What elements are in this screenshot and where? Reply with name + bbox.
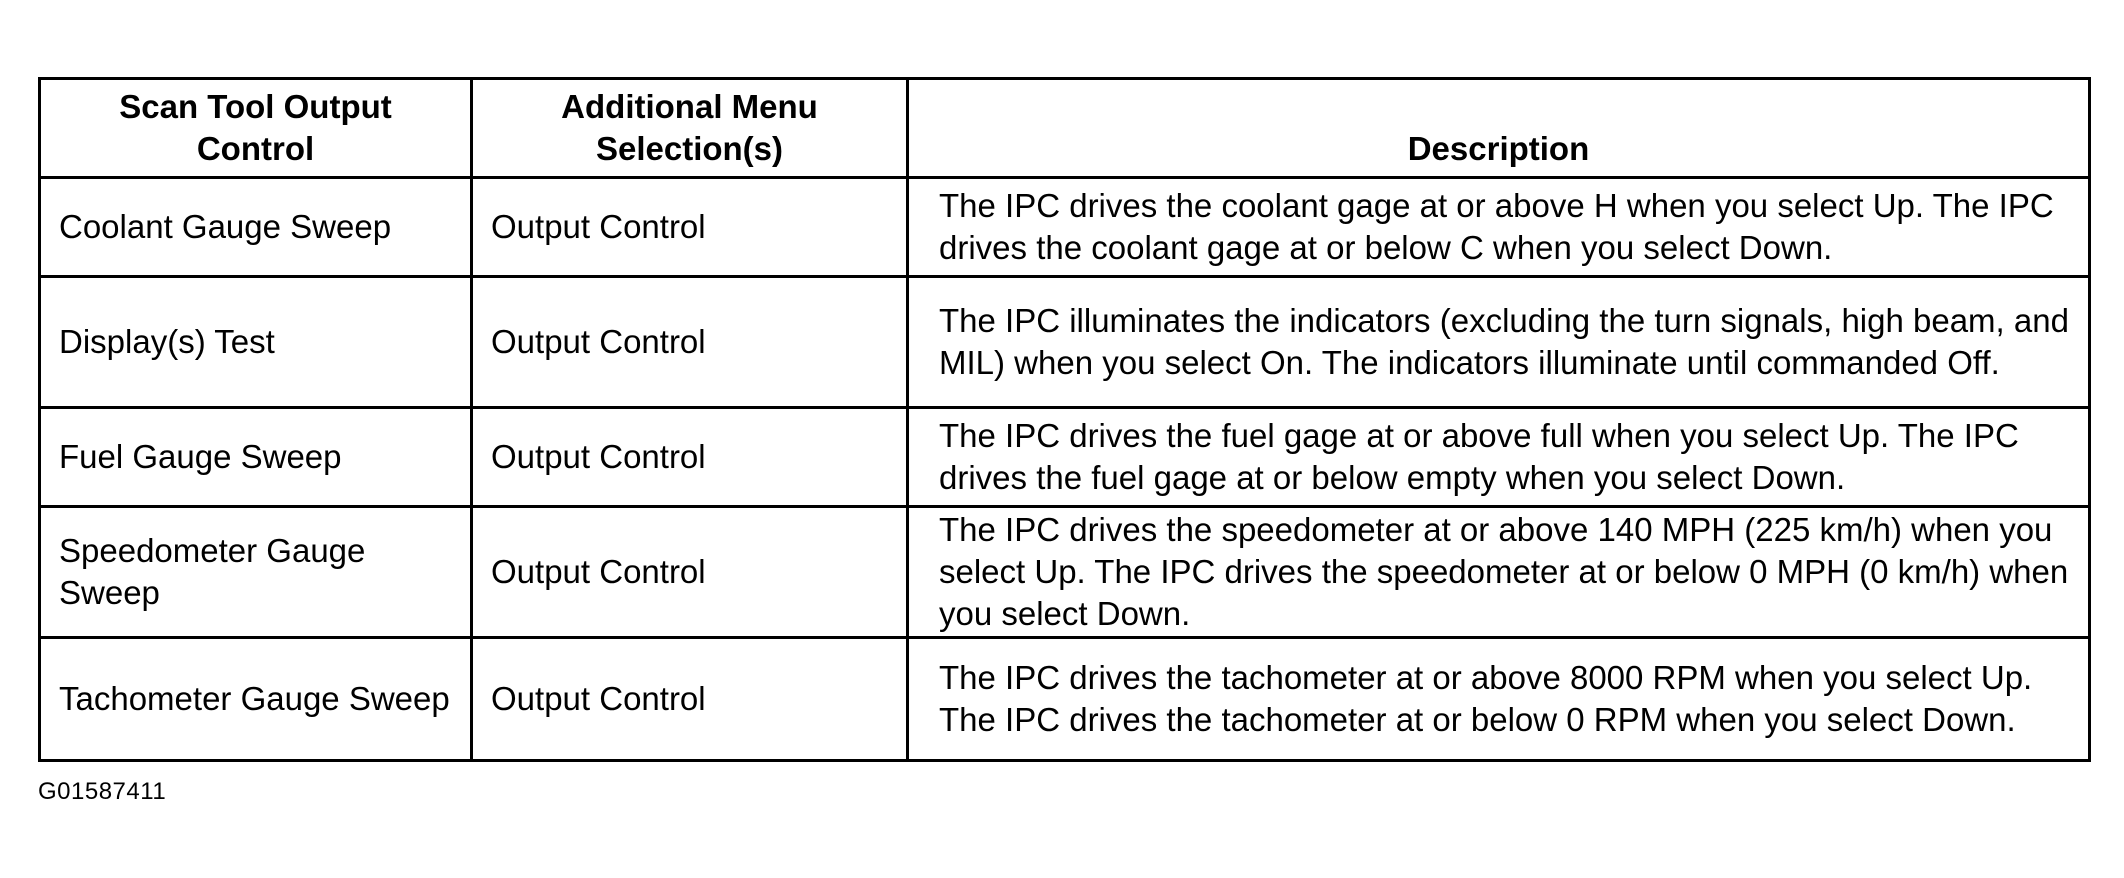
cell-selection: Output Control xyxy=(472,507,908,638)
cell-description: The IPC drives the speedometer at or above 140 MPH (225 km/h) when you select Up. The IPC drives the speedometer at or below 0 MPH (0 km/h) when you select Down. xyxy=(908,507,2090,638)
cell-description: The IPC illuminates the indicators (excluding the turn signals, high beam, and MIL) when you select On. The indicators illuminate until commanded Off. xyxy=(908,277,2090,408)
cell-selection: Output Control xyxy=(472,638,908,761)
header-description: Description xyxy=(908,79,2090,178)
scan-tool-output-control-table xyxy=(38,77,2091,762)
table-row xyxy=(40,507,2090,638)
cell-control: Fuel Gauge Sweep xyxy=(40,408,472,507)
cell-control: Tachometer Gauge Sweep xyxy=(40,638,472,761)
table-row xyxy=(40,178,2090,277)
cell-selection: Output Control xyxy=(472,178,908,277)
figure-id: G01587411 xyxy=(38,778,167,805)
header-scan-tool-output-control: Scan Tool Output Control xyxy=(40,79,472,178)
cell-selection: Output Control xyxy=(472,408,908,507)
header-additional-menu-selections: Additional Menu Selection(s) xyxy=(472,79,908,178)
cell-control: Display(s) Test xyxy=(40,277,472,408)
cell-description: The IPC drives the fuel gage at or above full when you select Up. The IPC drives the fuel gage at or below empty when you select Down. xyxy=(908,408,2090,507)
cell-control: Speedometer Gauge Sweep xyxy=(40,507,472,638)
table-row xyxy=(40,277,2090,408)
cell-control: Coolant Gauge Sweep xyxy=(40,178,472,277)
table-header-row xyxy=(40,79,2090,178)
cell-description: The IPC drives the coolant gage at or above H when you select Up. The IPC drives the coolant gage at or below C when you select Down. xyxy=(908,178,2090,277)
table-row xyxy=(40,408,2090,507)
cell-selection: Output Control xyxy=(472,277,908,408)
table-row xyxy=(40,638,2090,761)
cell-description: The IPC drives the tachometer at or above 8000 RPM when you select Up. The IPC drives the tachometer at or below 0 RPM when you select Down. xyxy=(908,638,2090,761)
